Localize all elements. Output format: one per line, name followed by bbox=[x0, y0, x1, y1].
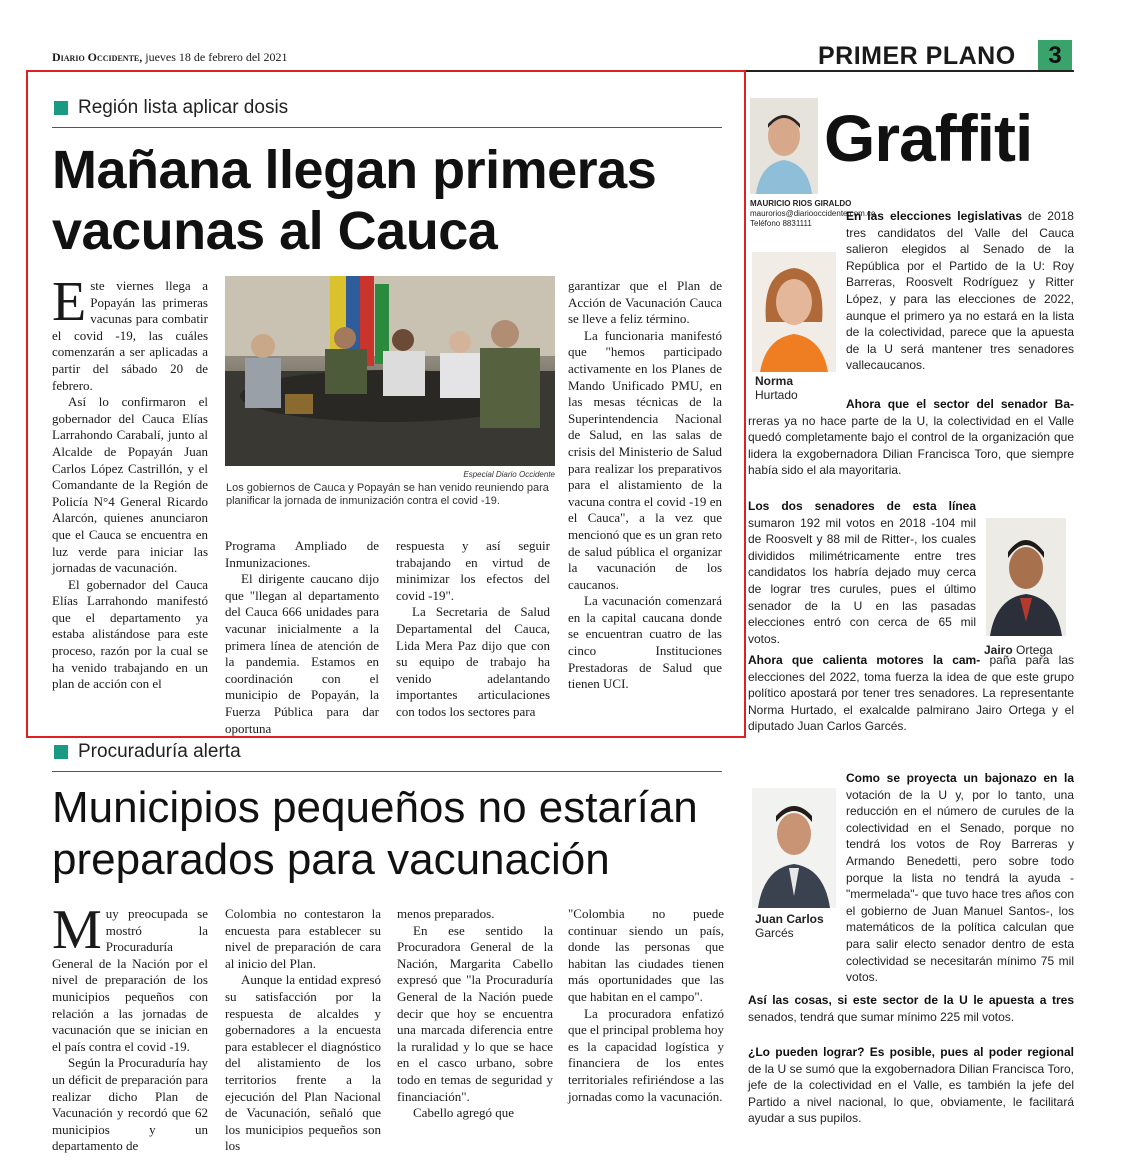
paragraph: respuesta y así seguir trabajando en virtud de minimizar los efectos del covid -19". bbox=[396, 538, 550, 603]
article2-column-2 bbox=[225, 906, 381, 1155]
article1-column-1 bbox=[52, 271, 208, 693]
paragraph: La funcionaria manifestó que "hemos participado activamente en los Planes de Mando Unificado PMU, en las mesas técnicas de la Superintendencia Nacional de Salud, en las salas de crisis del Ministerio de Salud para realizar los preparativos para el alistamiento de la vacuna contra el covid -19 en el Cauca", a la vez que mencionó que es un gran reto de salud pública el organizar la vacunación de los caucanos. bbox=[568, 327, 722, 592]
person-first-name: Jairo bbox=[984, 643, 1013, 657]
issue-date: jueves 18 de febrero del 2021 bbox=[145, 50, 288, 64]
person-last-name: Garcés bbox=[755, 926, 794, 940]
paragraph-body: sumaron 192 mil votos en 2018 -104 mil de Roosvelt y 88 mil de Ritter-, los cuales divididos milimétricamente entre tres candidatos los habría dejado muy cerca de lograr tres curules, pues el último senador de la U en las pasadas elecciones entró con cerca de 65 mil votos. bbox=[748, 515, 976, 646]
paragraph: El gobernador del Cauca Elías Larrahondo manifestó que el departamento ya estaba alistándose para este proceso, razón por la cual se ha venido trabajando en un plan de acción con el bbox=[52, 576, 208, 692]
paragraph: ste viernes llega a Popayán las primeras vacunas para combatir el covid -19, las cuáles comenzarán a ser aplicadas a partir del sábado 20 de febrero. bbox=[52, 278, 208, 393]
headline-line-2: vacunas al Cauca bbox=[52, 201, 498, 261]
portrait-illustration bbox=[752, 788, 836, 908]
photo-caption: Los gobiernos de Cauca y Popayán se han venido reuniendo para planificar la jornada de inmunización contra el covid -19. bbox=[226, 482, 549, 507]
caption-juan-carlos bbox=[755, 912, 824, 940]
person-photo-jairo bbox=[986, 518, 1066, 636]
kicker-label: Procuraduría alerta bbox=[78, 741, 241, 762]
page-number: 3 bbox=[1038, 40, 1072, 72]
paragraph: La vacunación comenzará en la capital caucana donde se encuentran cuatro de las cinco Instituciones Prestadoras de Salud que tienen UCI. bbox=[568, 593, 722, 692]
paragraph-lead: ¿Lo pueden lograr? Es posible, pues al poder regional bbox=[748, 1045, 1074, 1059]
kicker-rule bbox=[52, 771, 722, 772]
section-title: PRIMER PLANO bbox=[818, 42, 1016, 70]
article2-headline bbox=[52, 782, 732, 886]
paragraph-lead: Así las cosas, si este sector de la U le apuesta a tres bbox=[748, 993, 1074, 1007]
graffiti-paragraph-6 bbox=[748, 992, 1074, 1025]
person-first-name: Juan Carlos bbox=[755, 912, 824, 926]
paragraph-lead: Ahora que calienta motores la cam- bbox=[748, 653, 981, 667]
author-email: maurorios@diariooccidente.com.co bbox=[750, 209, 876, 218]
paragraph: La Secretaria de Salud Departamental del Cauca, Lida Mera Paz dijo que con su equipo de trabajo ha venido adelantando importantes articulaciones con todos los sectores para bbox=[396, 604, 550, 719]
paragraph-lead: Los dos senadores de esta línea bbox=[748, 499, 976, 513]
paragraph-body: senados, tendrá que sumar mínimo 225 mil votos. bbox=[748, 1009, 1015, 1024]
paragraph: Programa Ampliado de Inmunizaciones. bbox=[225, 538, 379, 570]
article2-column-4 bbox=[568, 906, 724, 1105]
headline-line-1: Municipios pequeños no estarían bbox=[52, 783, 698, 832]
headline-line-2: preparados para vacunación bbox=[52, 835, 610, 884]
paragraph-lead: En las elecciones legislativas bbox=[846, 209, 1022, 223]
author-portrait-illustration bbox=[750, 98, 818, 194]
paragraph-lead: Como se proyecta un bajonazo en la bbox=[846, 771, 1074, 785]
person-last-name: Ortega bbox=[1016, 643, 1053, 657]
paragraph-body: votación de la U y, por lo tanto, una reducción en el número de curules de la colectividad en el Senado, porque no tendrá los votos de Roy Barreras y Armando Benedetti, pero sobre todo porque la lista no tendrá la ayuda -"mermelada"- que tuvo hace tres años con el gobierno de Juan Manuel Santos-, los matemáticos de la política calculan que para salir electo senador dentro de esta colectividad se necesitarán mínimo 75 mil votos. bbox=[846, 787, 1074, 985]
author-phone: Teléfono 8831111 bbox=[750, 219, 812, 228]
article2-kicker bbox=[54, 741, 241, 763]
person-last-name: Hurtado bbox=[755, 388, 798, 402]
paragraph-body: paña para las elecciones del 2022, toma fuerza la idea de que este grupo político apostará por tener tres senadores. La representante Norma Hurtado, el exalcalde palmirano Jairo Ortega y el diputado Juan Carlos Garcés. bbox=[748, 653, 1074, 734]
graffiti-paragraph-3 bbox=[748, 498, 976, 647]
kicker-label: Región lista aplicar dosis bbox=[78, 97, 289, 118]
square-bullet-icon bbox=[54, 745, 68, 759]
author-photo bbox=[750, 98, 818, 194]
article1-column-3 bbox=[396, 538, 550, 721]
paragraph: Aunque la entidad expresó su satisfacción por la respuesta de alcaldes y gobernadores a la encuesta para establecer el diagnóstico del alistamiento de los territorios frente a la ejecución del Plan Nacional de Vacunación, señaló que los municipios pequeños son los bbox=[225, 972, 381, 1154]
paragraph-body: de 2018 tres candidatos del Valle del Cauca salieron elegidos al Senado de la República por el Partido de la U: Roy Barreras, Roosvelt Rodríguez y Ritter López, y para las elecciones de 2022, aunque el primero ya no estará en la lista de la colectividad, parece que la apuesta de la U será mantener tres senadores vallecaucanos. bbox=[846, 209, 1074, 373]
paragraph: garantizar que el Plan de Acción de Vacunación Cauca se lleve a feliz término. bbox=[568, 278, 722, 327]
person-photo-juan-carlos bbox=[752, 788, 836, 908]
meeting-photo bbox=[225, 276, 555, 466]
article1-kicker bbox=[54, 97, 288, 119]
paragraph: menos preparados. bbox=[397, 906, 495, 921]
masthead bbox=[52, 50, 288, 65]
meeting-photo-illustration bbox=[225, 276, 555, 466]
author-name: MAURICIO RIOS GIRALDO bbox=[750, 199, 852, 208]
headline-line-1: Mañana llegan primeras bbox=[52, 140, 657, 200]
article1-headline bbox=[52, 140, 732, 262]
paragraph: En ese sentido la Procuradora General de la Nación, Margarita Cabello expresó que "la Procuraduría General de la Nación puede decir que hoy se encuentra una marcada diferencia entre la ruralidad y lo que se hace en el casco urbano, sobre todo en temas de seguridad y financiación". bbox=[397, 922, 553, 1104]
article2-column-3 bbox=[397, 906, 553, 1122]
photo-credit: Especial Diario Occidente bbox=[463, 470, 555, 479]
paragraph: uy preocupada se mostró la Procuraduría General de la Nación por el nivel de preparación de los municipios pequeños con relación a las jornadas de vacunación que se inician en el país contra el covid -19. bbox=[52, 906, 208, 1054]
person-first-name: Norma bbox=[755, 374, 794, 388]
paragraph: La procuradora enfatizó que el principal problema hoy es la capacidad logística y financiera de los entes territoriales refiriéndose a las jornadas como la vacunación. bbox=[568, 1005, 724, 1104]
paragraph: Según la Procuraduría hay un déficit de preparación para realizar dicho Plan de Vacunación y recordó que 62 municipios y un departamento de bbox=[52, 1055, 208, 1154]
paragraph: Cabello agregó que bbox=[413, 1105, 515, 1121]
person-photo-norma bbox=[752, 252, 836, 372]
paragraph: El dirigente caucano dijo que "llegan al departamento del Cauca 666 unidades para vacunar inicialmente a la primera línea de atención de la pandemia. Estamos en coordinación con el municipio de Popayán, la Fuerza Pública para dar oportuna bbox=[225, 571, 379, 736]
graffiti-paragraph-7 bbox=[748, 1044, 1074, 1127]
graffiti-paragraph-1 bbox=[846, 208, 1074, 374]
drop-cap: M bbox=[52, 899, 102, 961]
square-bullet-icon bbox=[54, 101, 68, 115]
article2-column-1 bbox=[52, 899, 208, 1155]
drop-cap: E bbox=[52, 271, 87, 333]
paragraph-body: rreras ya no hace parte de la U, la colectividad en el Valle quedó completamente bajo el control de la organización que lidera la exgobernadora Dilian Francisca Toro, que siempre había sido el ala mayoritaria. bbox=[748, 413, 1074, 478]
paragraph: "Colombia no puede continuar siendo un país, donde las personas que habitan las ciudades tienen más oportunidades que las que habitan en el campo". bbox=[568, 906, 724, 1004]
paragraph-body: de la U se sumó que la exgobernadora Dilian Francisca Toro, jefe de la colectividad en el Valle, es también la jefe del Partido a nivel nacional, lo que, obviamente, le facilitará ayudar a sus pupilos. bbox=[748, 1061, 1074, 1126]
graffiti-paragraph-5 bbox=[846, 770, 1074, 986]
column-title: Graffiti bbox=[824, 101, 1033, 175]
graffiti-paragraph-2 bbox=[748, 396, 1074, 479]
graffiti-paragraph-4 bbox=[748, 652, 1074, 735]
article1-column-2 bbox=[225, 538, 379, 737]
paragraph: Así lo confirmaron el gobernador del Cauca Elías Larrahondo Carabalí, junto al Alcalde de Popayán Juan Carlos López Castrillón, y el Comandante de la Región de Policía N°4 General Ricardo Alarcón, quienes anunciaron que el Cauca se encuentra en luz verde para iniciar las jornadas de vacunación. bbox=[52, 394, 208, 576]
paragraph: Colombia no contestaron la encuesta para establecer su nivel de preparación de cara al inicio del Plan. bbox=[225, 906, 381, 971]
paper-name: Diario Occidente, bbox=[52, 50, 143, 64]
paragraph-lead: Ahora que el sector del senador Ba- bbox=[846, 397, 1074, 411]
kicker-rule bbox=[52, 127, 722, 128]
portrait-illustration bbox=[986, 518, 1066, 636]
portrait-illustration bbox=[752, 252, 836, 372]
article1-column-4 bbox=[568, 278, 722, 693]
